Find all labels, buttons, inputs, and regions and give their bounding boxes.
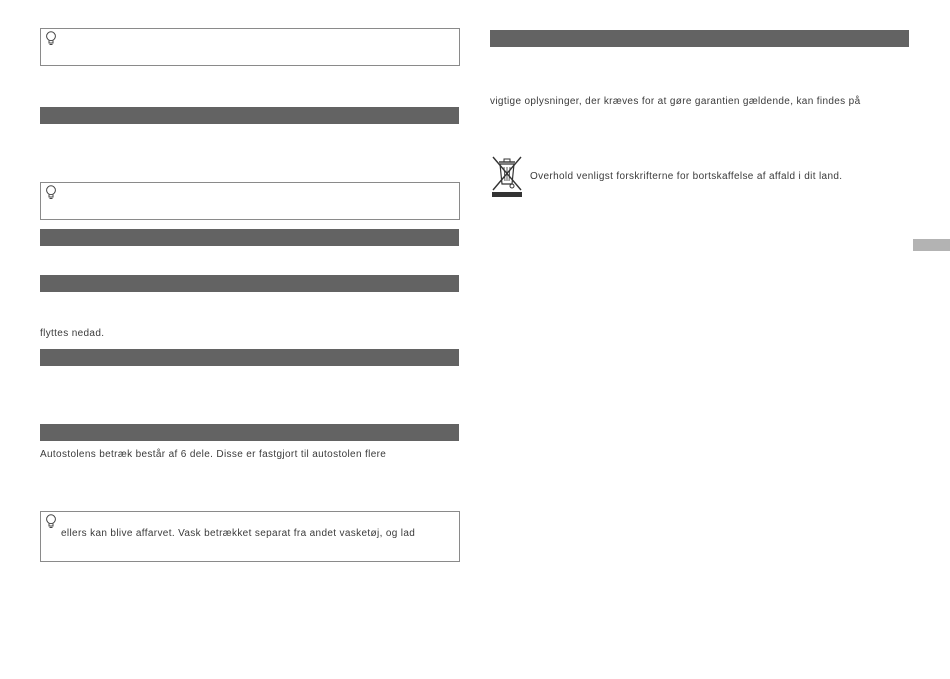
lightbulb-icon: [45, 31, 57, 46]
lightbulb-icon: [45, 185, 57, 200]
disposal-text: Overhold venligst forskrifterne for bortskaffelse af affald i dit land.: [530, 171, 843, 182]
crossed-out-wheelie-bin-icon: [490, 154, 524, 198]
tip-box-3: [40, 511, 460, 562]
paragraph-garanti: vigtige oplysninger, der kræves for at gøre garantien gældende, kan findes på: [490, 96, 861, 107]
tip-box-2: [40, 182, 460, 220]
page-side-tab: [913, 239, 950, 251]
paragraph-betraek: Autostolens betræk består af 6 dele. Disse er fastgjort til autostolen flere: [40, 449, 387, 460]
section-header-bar: [40, 424, 459, 441]
section-header-bar: [40, 229, 459, 246]
section-header-bar: [40, 349, 459, 366]
tip-text-3: ellers kan blive affarvet. Vask betrækket separat fra andet vasketøj, og lad: [61, 528, 416, 539]
section-header-bar: [490, 30, 909, 47]
lightbulb-icon: [45, 514, 57, 529]
tip-box-1: [40, 28, 460, 66]
section-header-bar: [40, 275, 459, 292]
section-header-bar: [40, 107, 459, 124]
paragraph-flyttes: flyttes nedad.: [40, 328, 105, 339]
